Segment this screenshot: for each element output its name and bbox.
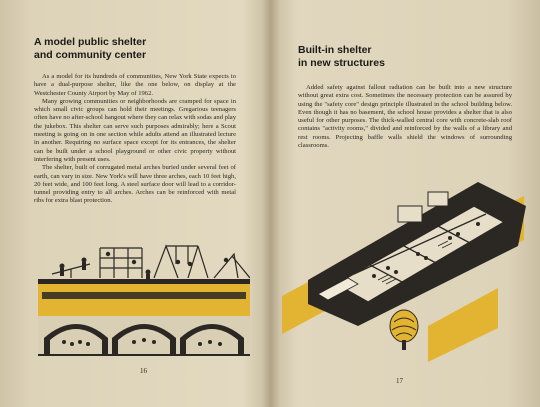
left-heading-line2: and community center (34, 49, 147, 61)
left-page-heading (34, 36, 146, 62)
right-page-number: 17 (396, 377, 403, 385)
left-heading-line1: A model public shelter (34, 36, 147, 48)
shelter-arches-illustration (38, 238, 250, 356)
right-heading-line2: in new structures (298, 57, 385, 69)
left-page-number: 16 (140, 367, 147, 375)
right-page-body (298, 84, 512, 150)
left-paragraph-3: The shelter, built of corrugated metal arches buried under several feet of earth, can vary in size. New York's will have three arches, each 10 feet high, 20 feet wide, and 100 feet long. A steel surface door will lead to a corridor-tunnel providing entry to all arches. Arches can be reinforced with metal ribs for extra blast protection. (34, 164, 236, 205)
right-heading-line1: Built-in shelter (298, 44, 372, 56)
school-safety-core-illustration (278, 176, 536, 362)
right-paragraph-1: Added safety against fallout radiation can be built into a new structure without great extra cost. Sometimes the necessary protection can be assured by using the "safety core" design principle illustrated in the school building below. Even though it has no basement, the school house provides a shelter that is also useful for other purposes. The thick-walled central core with concrete-slab roof contains "activity rooms," divided and reinforced by the walls of a library and rest rooms. Projecting baffle walls shield the windows of surrounding classrooms. (298, 84, 512, 150)
right-page (270, 0, 540, 407)
left-page-body (34, 73, 236, 206)
left-paragraph-2: Many growing communities or neighborhoods are cramped for space in which small civic groups can hold their meetings. Gregarious teenagers often have no after-school hangout where they can relax with sodas and play the jukebox. This shelter can serve such purposes admirably; here a Scout meeting is going on in one section while adults attend an illustrated lecture in another. Requiring no surface space except for its entrances, the shelter can be built under a school playground or other civic property without interfering with present uses. (34, 97, 237, 163)
right-page-heading (298, 44, 385, 70)
left-paragraph-1: As a model for its hundreds of communities, New York State expects to have a dual-purpose shelter, like the one below, on display at the Westchester County Airport by May of 1962. (34, 73, 236, 97)
